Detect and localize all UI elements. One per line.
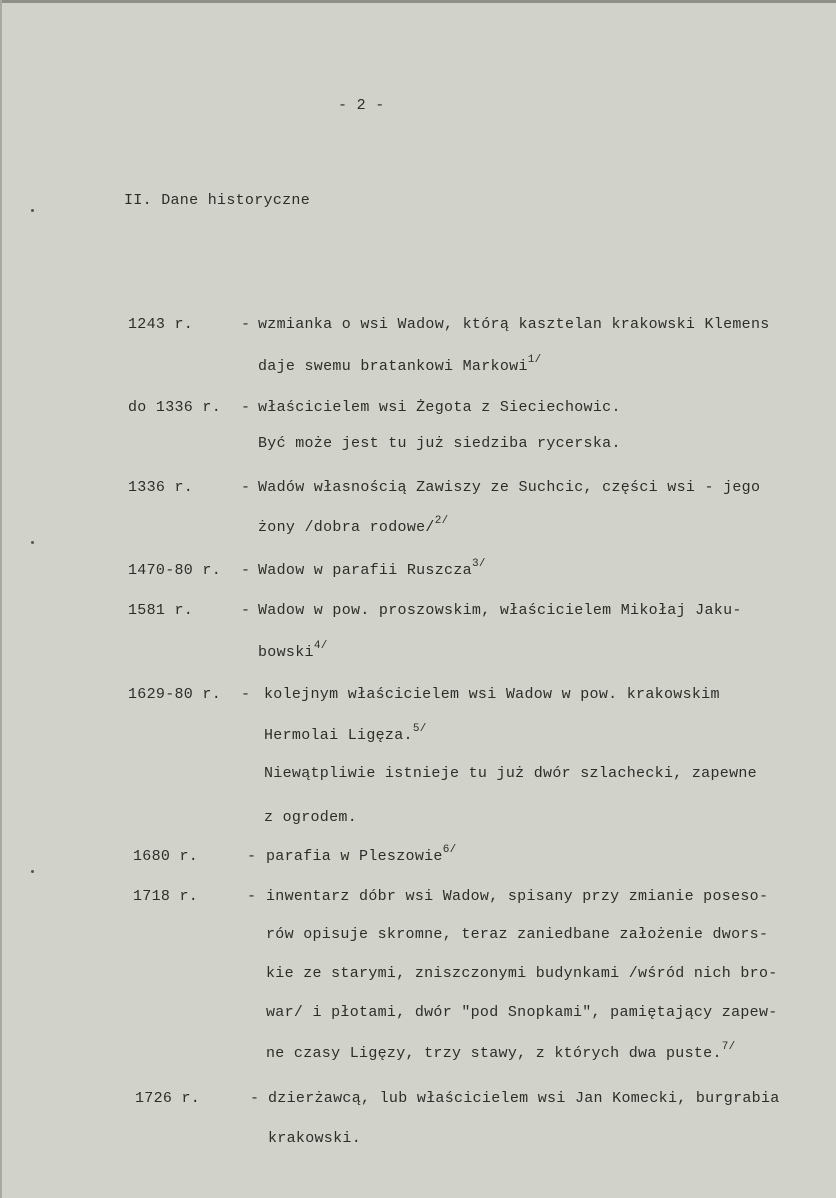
entry-date: 1470-80 r. bbox=[128, 562, 222, 579]
footnote-ref: 3/ bbox=[471, 558, 486, 570]
entry-date: 1629-80 r. bbox=[128, 686, 222, 703]
entry-dash: - bbox=[241, 316, 251, 333]
entry-text-line: krakowski. bbox=[268, 1130, 362, 1147]
page-top-edge bbox=[0, 0, 836, 3]
entry-text-line: Niewątpliwie istnieje tu już dwór szlachecki, zapewne bbox=[264, 765, 757, 782]
entry-text-line: daje swemu bratankowi Markowi$^{1/}$ bbox=[258, 354, 542, 375]
page-number: - 2 - bbox=[338, 97, 385, 114]
entry-text-line: właścicielem wsi Żegota z Sieciechowic. bbox=[258, 399, 621, 416]
entry-date: 1581 r. bbox=[128, 602, 194, 619]
punch-mark bbox=[31, 541, 34, 544]
entry-date: 1336 r. bbox=[128, 479, 194, 496]
punch-mark bbox=[31, 870, 34, 873]
entry-dash: - bbox=[241, 602, 251, 619]
entry-dash: - bbox=[247, 848, 257, 865]
entry-text-line: rów opisuje skromne, teraz zaniedbane założenie dwors- bbox=[266, 926, 769, 943]
entry-text-line: dzierżawcą, lub właścicielem wsi Jan Komecki, burgrabia bbox=[268, 1090, 780, 1107]
entry-text-line: ne czasy Ligęzy, trzy stawy, z których dwa puste.$^{7/}$ bbox=[266, 1041, 736, 1062]
entry-text-line: kolejnym właścicielem wsi Wadow w pow. krakowskim bbox=[264, 686, 720, 703]
entry-date: 1680 r. bbox=[133, 848, 199, 865]
entry-text-line: Wadow w pow. proszowskim, właścicielem Mikołaj Jaku- bbox=[258, 602, 742, 619]
entry-text-line: Wadow w parafii Ruszcza$^{3/}$ bbox=[258, 558, 486, 579]
section-heading: II. Dane historyczne bbox=[124, 192, 311, 209]
entry-dash: - bbox=[247, 888, 257, 905]
entry-text-line: żony /dobra rodowe/$^{2/}$ bbox=[258, 515, 449, 536]
entry-text-line: parafia w Pleszowie$^{6/}$ bbox=[266, 844, 457, 865]
footnote-ref: 7/ bbox=[721, 1041, 736, 1053]
entry-text-line: Wadów własnością Zawiszy ze Suchcic, części wsi - jego bbox=[258, 479, 761, 496]
page-left-edge bbox=[0, 0, 2, 1198]
entry-dash: - bbox=[241, 399, 251, 416]
entry-text-line: wzmianka o wsi Wadow, którą kasztelan krakowski Klemens bbox=[258, 316, 770, 333]
entry-dash: - bbox=[241, 562, 251, 579]
footnote-ref: 5/ bbox=[412, 723, 427, 735]
entry-date: 1718 r. bbox=[133, 888, 199, 905]
footnote-ref: 6/ bbox=[442, 844, 457, 856]
entry-text-line: Hermolai Ligęza.$^{5/}$ bbox=[264, 723, 427, 744]
footnote-ref: 2/ bbox=[434, 515, 449, 527]
punch-mark bbox=[31, 209, 34, 212]
entry-text-line: Być może jest tu już siedziba rycerska. bbox=[258, 435, 621, 452]
entry-text-line: z ogrodem. bbox=[264, 809, 358, 826]
entry-date: do 1336 r. bbox=[128, 399, 222, 416]
entry-dash: - bbox=[241, 479, 251, 496]
entry-text-line: kie ze starymi, zniszczonymi budynkami /wśród nich bro- bbox=[266, 965, 778, 982]
entry-date: 1243 r. bbox=[128, 316, 194, 333]
entry-date: 1726 r. bbox=[135, 1090, 201, 1107]
entry-text-line: inwentarz dóbr wsi Wadow, spisany przy zmianie poseso- bbox=[266, 888, 769, 905]
footnote-ref: 1/ bbox=[527, 354, 542, 366]
entry-dash: - bbox=[241, 686, 251, 703]
footnote-ref: 4/ bbox=[313, 640, 328, 652]
entry-text-line: war/ i płotami, dwór "pod Snopkami", pamiętający zapew- bbox=[266, 1004, 778, 1021]
entry-dash: - bbox=[250, 1090, 260, 1107]
entry-text-line: bowski$^{4/}$ bbox=[258, 640, 328, 661]
